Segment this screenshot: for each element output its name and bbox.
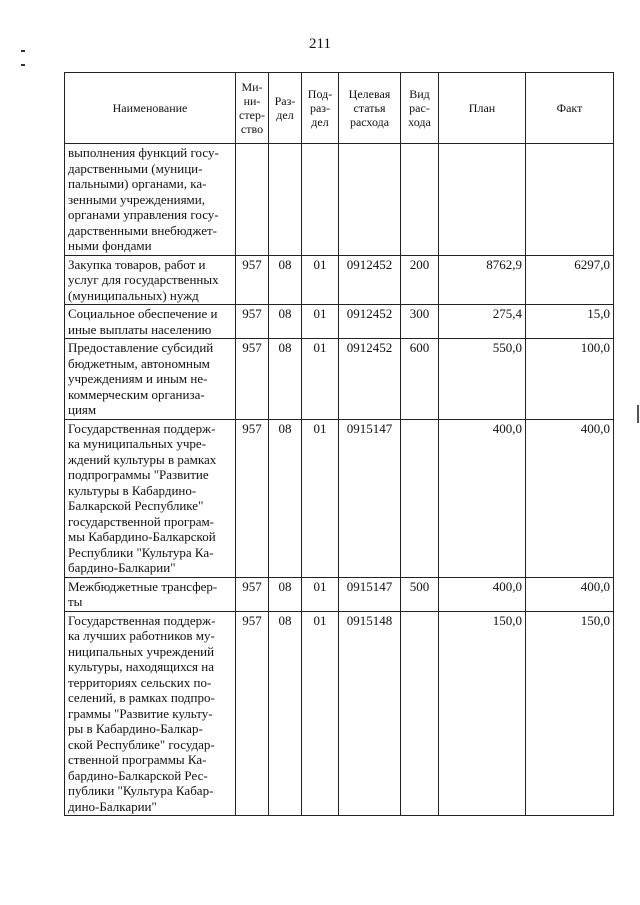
table-row [65, 339, 614, 420]
cell-fact: 15,0 [526, 305, 614, 339]
cell-type [401, 144, 439, 256]
header-name: Наименование [65, 73, 236, 144]
cell-target: 0912452 [339, 255, 401, 305]
budget-table [64, 72, 614, 816]
table-row [65, 305, 614, 339]
cell-name: Межбюджетные трансфер- ты [65, 577, 236, 611]
cell-plan: 400,0 [439, 577, 526, 611]
cell-section: 08 [269, 577, 302, 611]
cell-section: 08 [269, 305, 302, 339]
cell-section: 08 [269, 419, 302, 577]
cell-type: 600 [401, 339, 439, 420]
cell-type: 500 [401, 577, 439, 611]
cell-plan: 275,4 [439, 305, 526, 339]
table-row [65, 611, 614, 816]
cell-ministry [236, 144, 269, 256]
cell-target: 0915147 [339, 577, 401, 611]
cell-subsection: 01 [302, 255, 339, 305]
cell-fact: 6297,0 [526, 255, 614, 305]
cell-target: 0915148 [339, 611, 401, 816]
cell-name: Социальное обеспечение и иные выплаты населению [65, 305, 236, 339]
header-plan: План [439, 73, 526, 144]
cell-ministry: 957 [236, 305, 269, 339]
margin-mark [21, 64, 25, 66]
table-row [65, 419, 614, 577]
table-row [65, 255, 614, 305]
cell-ministry: 957 [236, 339, 269, 420]
cell-name: Предоставление субсидий бюджетным, автономным учреждениям и иным не- коммерческим организа- циям [65, 339, 236, 420]
cell-target: 0912452 [339, 305, 401, 339]
cell-name: Государственная поддерж- ка муниципальных учре- ждений культуры в рамках подпрограммы "Развитие культуры в Кабардино- Балкарской Республике" государственной програм- мы Кабардино-Балкарской Республики "Культура Ка- бардино-Балкарии" [65, 419, 236, 577]
cell-subsection [302, 144, 339, 256]
cell-fact: 400,0 [526, 577, 614, 611]
cell-name: Государственная поддерж- ка лучших работников му- ниципальных учреждений культуры, находящихся на территориях сельских по- селений, в рамках подпро- граммы "Развитие культу- ры в Кабардино-Балкар- ской Республике" государ- ственной программы Ка- бардино-Балкарской Рес- публики "Культура Кабар- дино-Балкарии" [65, 611, 236, 816]
cell-subsection: 01 [302, 577, 339, 611]
cell-section [269, 144, 302, 256]
cell-section: 08 [269, 255, 302, 305]
cell-fact: 400,0 [526, 419, 614, 577]
edge-mark [637, 405, 639, 423]
cell-type: 300 [401, 305, 439, 339]
cell-subsection: 01 [302, 419, 339, 577]
cell-fact: 100,0 [526, 339, 614, 420]
cell-target [339, 144, 401, 256]
cell-type [401, 611, 439, 816]
header-type: Вид рас- хода [401, 73, 439, 144]
table-header-row [65, 73, 614, 144]
header-ministry: Ми- ни- стер- ство [236, 73, 269, 144]
header-target: Целевая статья расхода [339, 73, 401, 144]
cell-section: 08 [269, 339, 302, 420]
cell-plan: 150,0 [439, 611, 526, 816]
cell-type [401, 419, 439, 577]
header-subsection: Под- раз- дел [302, 73, 339, 144]
table-row [65, 144, 614, 256]
header-section: Раз- дел [269, 73, 302, 144]
cell-subsection: 01 [302, 305, 339, 339]
cell-plan: 8762,9 [439, 255, 526, 305]
cell-ministry: 957 [236, 611, 269, 816]
cell-name: Закупка товаров, работ и услуг для государственных (муниципальных) нужд [65, 255, 236, 305]
table-row [65, 577, 614, 611]
cell-fact: 150,0 [526, 611, 614, 816]
page-number: 211 [309, 36, 331, 52]
margin-mark [21, 50, 25, 52]
cell-plan: 400,0 [439, 419, 526, 577]
cell-target: 0915147 [339, 419, 401, 577]
cell-fact [526, 144, 614, 256]
cell-section: 08 [269, 611, 302, 816]
cell-plan [439, 144, 526, 256]
cell-plan: 550,0 [439, 339, 526, 420]
cell-subsection: 01 [302, 611, 339, 816]
cell-name: выполнения функций госу- дарственными (муници- пальными) органами, ка- зенными учреждениями, органами управления госу- дарственными внебюджет- ными фондами [65, 144, 236, 256]
header-fact: Факт [526, 73, 614, 144]
cell-target: 0912452 [339, 339, 401, 420]
cell-ministry: 957 [236, 577, 269, 611]
cell-subsection: 01 [302, 339, 339, 420]
cell-ministry: 957 [236, 255, 269, 305]
cell-type: 200 [401, 255, 439, 305]
cell-ministry: 957 [236, 419, 269, 577]
